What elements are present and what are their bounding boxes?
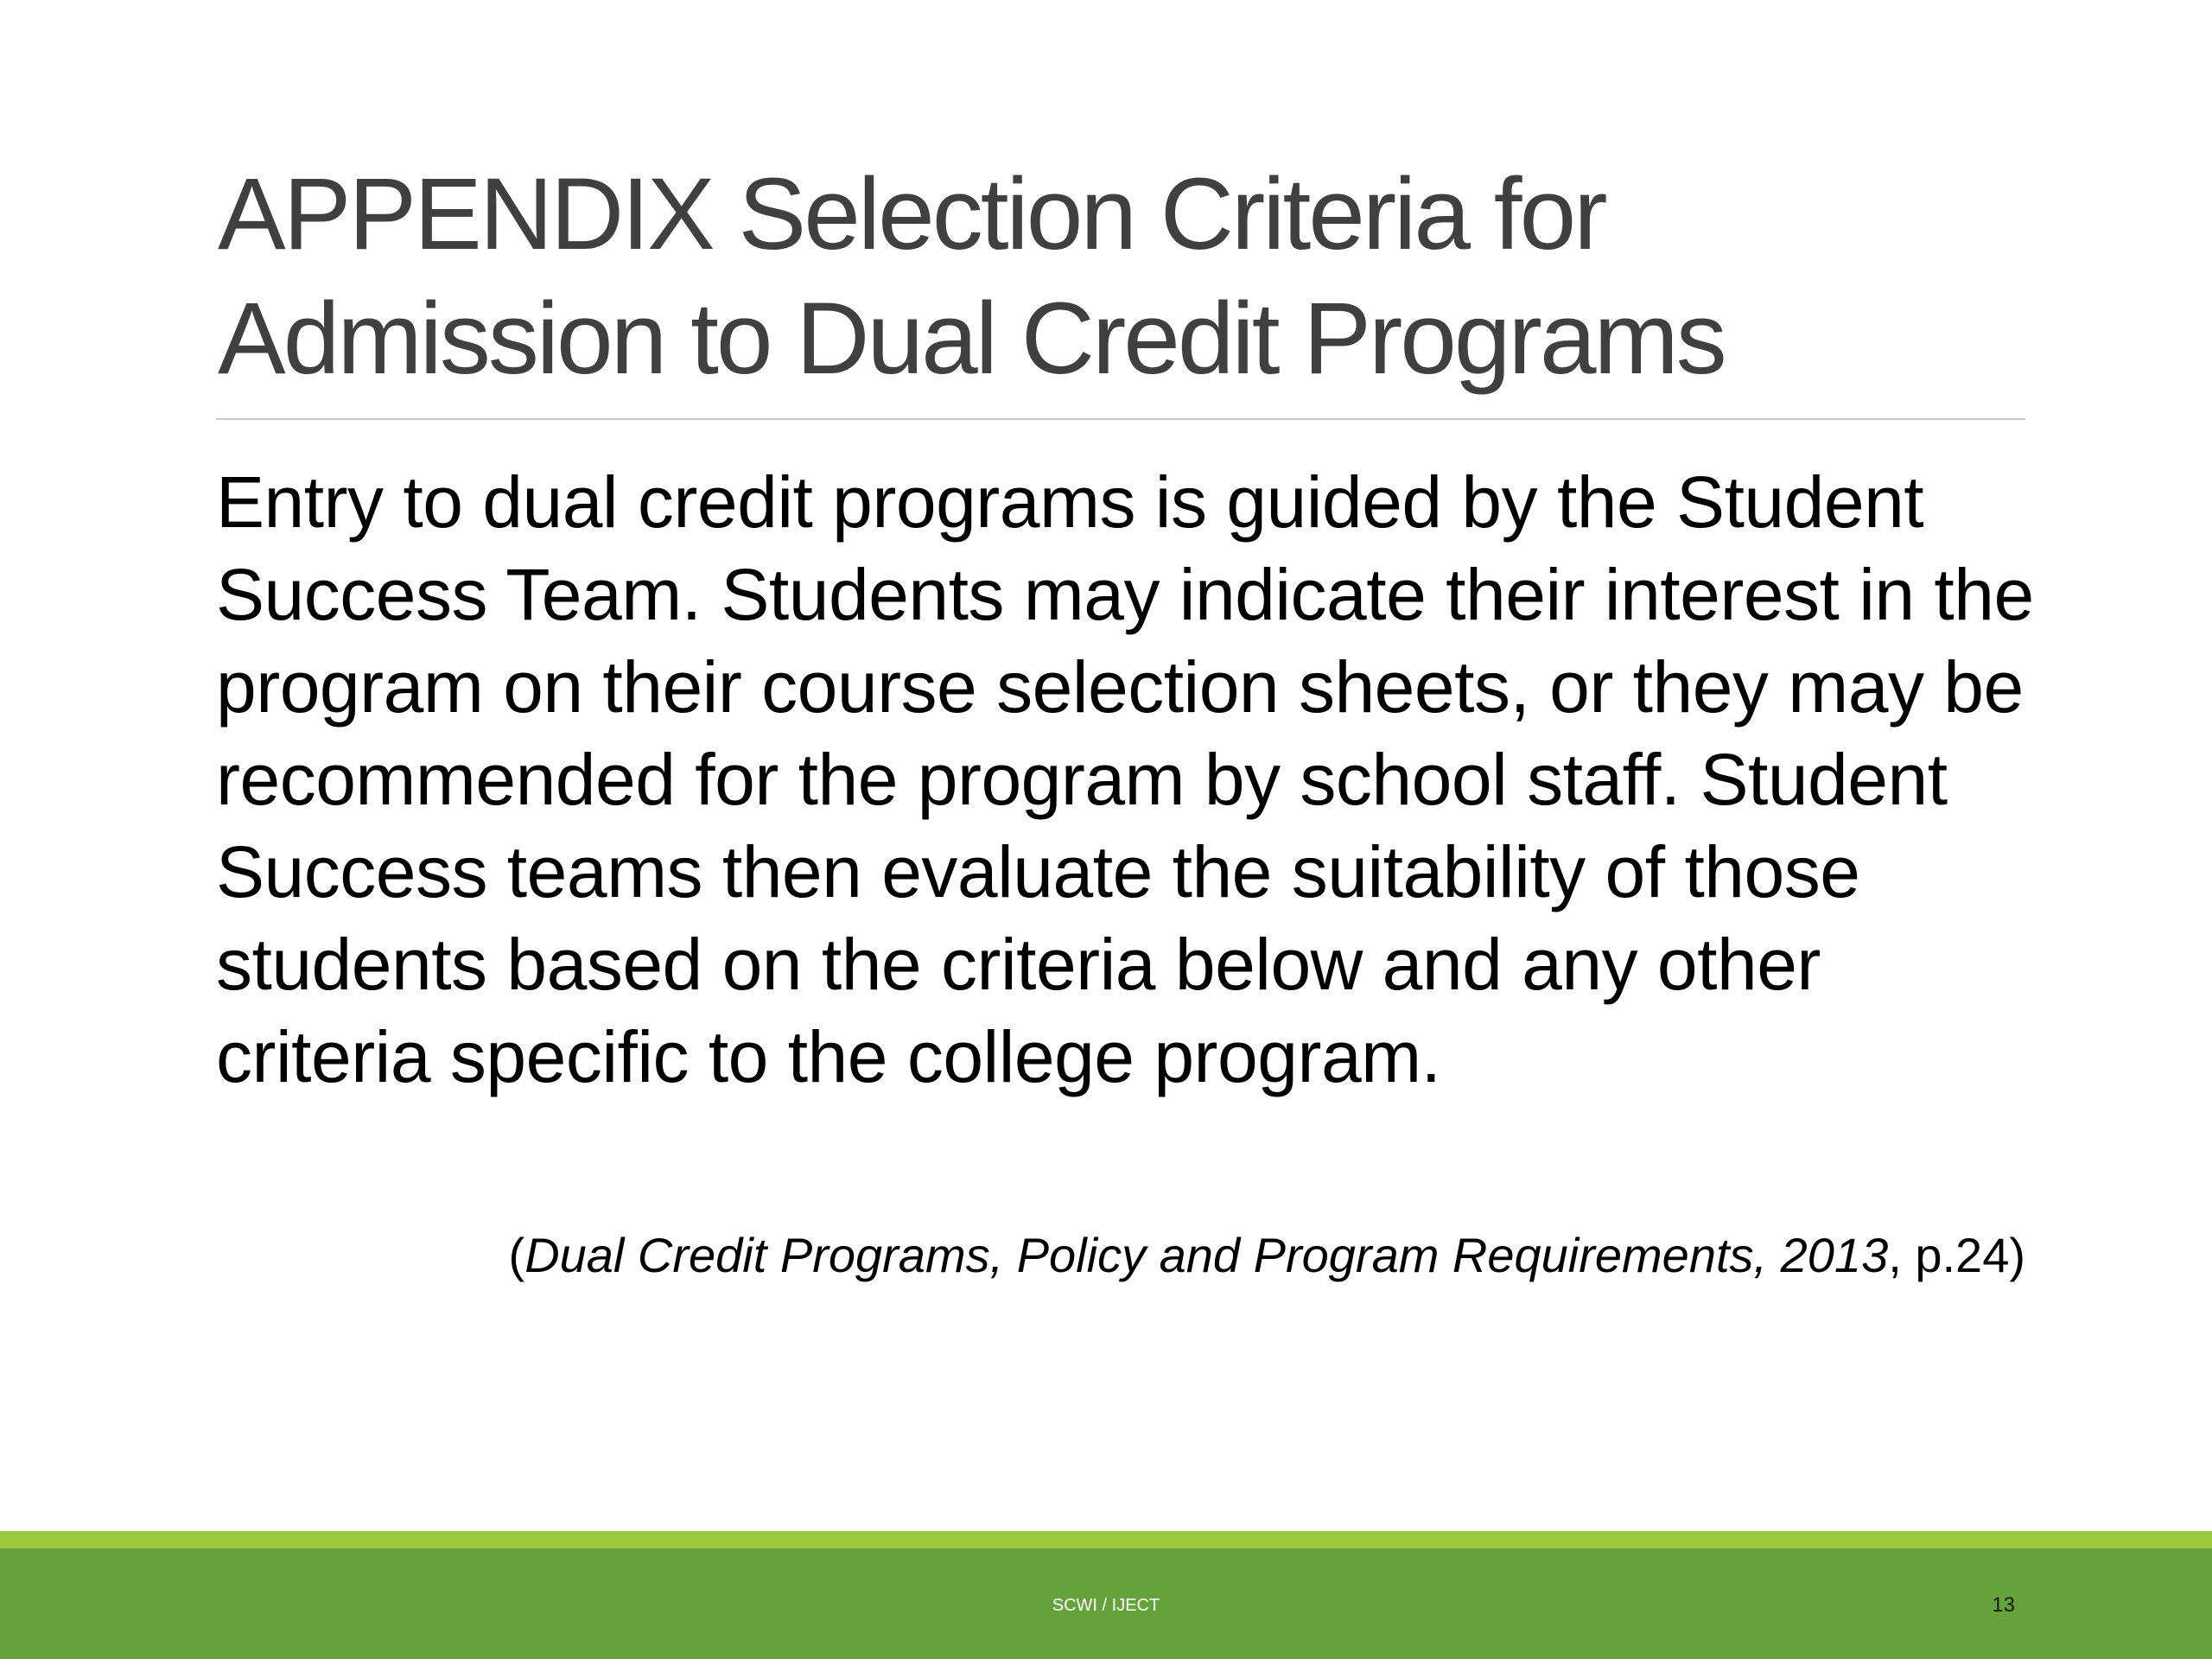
slide-body-text: Entry to dual credit programs is guided by the Student Success Team. Students may indicate their interest in the program on their course selection sheets, or they may be recommended for the program by school staff. Student Success teams then evaluate the suitability of those students based on the criteria below and any other criteria specific to the college program.: [216, 461, 2034, 1097]
slide-number: 13: [1992, 1593, 2015, 1617]
citation-open: (: [508, 1228, 525, 1282]
footer-text: SCWI / IJECT: [1052, 1596, 1160, 1615]
citation-source-title: Dual Credit Programs, Policy and Program Requirements, 2013: [524, 1228, 1889, 1282]
title-divider: [216, 418, 2025, 420]
citation: [216, 1225, 2025, 1286]
citation-page: , p.24): [1888, 1228, 2025, 1282]
footer-accent-stripe: [0, 1531, 2212, 1548]
slide-title: APPENDIX Selection Criteria for Admission to Dual Credit Programs: [218, 157, 1725, 396]
